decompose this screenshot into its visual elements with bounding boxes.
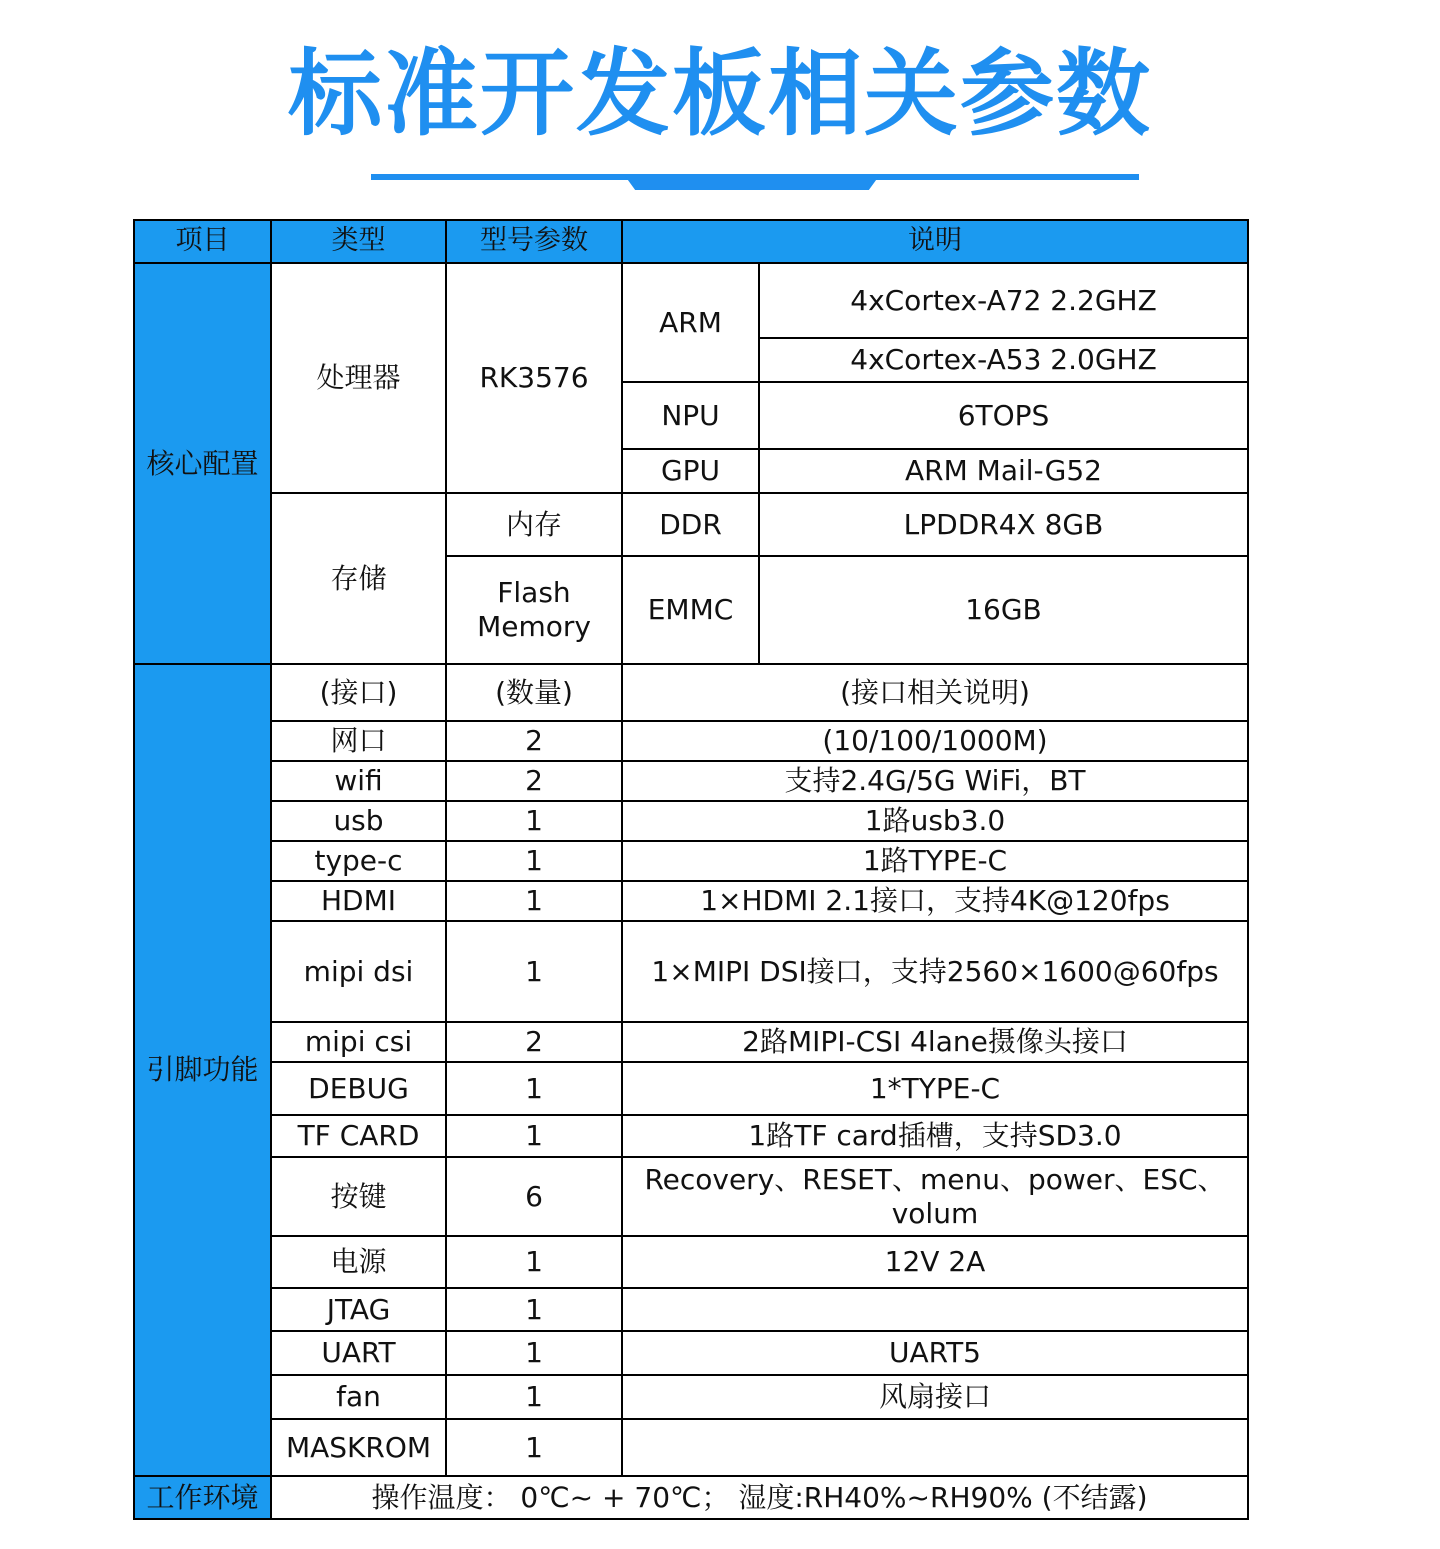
table-row: [134, 1157, 1248, 1236]
pin-name: usb: [271, 801, 446, 841]
core-config-label: 核心配置: [134, 263, 271, 664]
pin-functions-label: 引脚功能: [134, 664, 271, 1476]
pin-count: 2: [446, 721, 622, 761]
processor-model: RK3576: [446, 263, 622, 493]
table-row: [134, 881, 1248, 921]
table-header-row: [134, 220, 1248, 263]
memory-label: 内存: [446, 493, 622, 556]
storage-type: 存储: [271, 493, 446, 664]
pin-name: TF CARD: [271, 1115, 446, 1157]
pin-count: 1: [446, 881, 622, 921]
pin-desc: 1路TF card插槽，支持SD3.0: [622, 1115, 1248, 1157]
pin-name: type-c: [271, 841, 446, 881]
flash-kind: EMMC: [622, 556, 759, 664]
title-underline-tab: [625, 176, 879, 190]
table-row: [134, 1062, 1248, 1115]
pin-desc: 1×MIPI DSI接口，支持2560×1600@60fps: [622, 921, 1248, 1022]
table-row: [134, 841, 1248, 881]
pin-desc: (10/100/1000M): [622, 721, 1248, 761]
pin-name: JTAG: [271, 1288, 446, 1331]
memory-kind: DDR: [622, 493, 759, 556]
environment-label: 工作环境: [134, 1476, 271, 1519]
table-row: [134, 1331, 1248, 1375]
table-row: [134, 721, 1248, 761]
pin-count: 1: [446, 1331, 622, 1375]
pin-name: mipi csi: [271, 1022, 446, 1062]
gpu-spec: ARM Mail-G52: [759, 449, 1248, 493]
pin-name: fan: [271, 1375, 446, 1419]
table-row: [134, 1419, 1248, 1476]
table-row: [134, 761, 1248, 801]
environment-desc: 操作温度： 0℃~ + 70℃； 湿度:RH40%~RH90% (不结露): [271, 1476, 1248, 1519]
table-row: [134, 1476, 1248, 1519]
pin-name: mipi dsi: [271, 921, 446, 1022]
table-row: [134, 263, 1248, 338]
header-model: 型号参数: [446, 220, 622, 263]
arm-label: ARM: [622, 263, 759, 382]
pin-desc: 1×HDMI 2.1接口，支持4K@120fps: [622, 881, 1248, 921]
pin-desc: 1路TYPE-C: [622, 841, 1248, 881]
flash-label: [446, 556, 622, 664]
flash-spec: 16GB: [759, 556, 1248, 664]
header-item: 项目: [134, 220, 271, 263]
pin-desc: 风扇接口: [622, 1375, 1248, 1419]
flash-label-line1: Flash: [497, 576, 571, 610]
pin-desc: UART5: [622, 1331, 1248, 1375]
pin-count: 1: [446, 801, 622, 841]
table-row: [134, 493, 1248, 556]
pin-desc: Recovery、RESET、menu、power、ESC、volum: [622, 1157, 1248, 1236]
pin-name: HDMI: [271, 881, 446, 921]
flash-label-line2: Memory: [477, 610, 591, 643]
pins-header-desc: (接口相关说明): [622, 664, 1248, 721]
pin-count: 6: [446, 1157, 622, 1236]
processor-type: 处理器: [271, 263, 446, 493]
pin-count: 2: [446, 1022, 622, 1062]
pin-count: 2: [446, 761, 622, 801]
pin-desc: 12V 2A: [622, 1236, 1248, 1288]
pin-count: 1: [446, 921, 622, 1022]
pin-desc: 2路MIPI-CSI 4lane摄像头接口: [622, 1022, 1248, 1062]
pin-count: 1: [446, 1062, 622, 1115]
pin-name: 网口: [271, 721, 446, 761]
pin-count: 1: [446, 1115, 622, 1157]
page-title: 标准开发板相关参数: [287, 40, 1152, 149]
table-row: [134, 1115, 1248, 1157]
table-row: [134, 921, 1248, 1022]
table-row: [134, 1022, 1248, 1062]
spec-table: [133, 219, 1249, 1520]
pins-header-iface: (接口): [271, 664, 446, 721]
header-description: 说明: [622, 220, 1248, 263]
pin-desc: [622, 1419, 1248, 1476]
table-row: [134, 1288, 1248, 1331]
npu-label: NPU: [622, 382, 759, 449]
table-row: [134, 1375, 1248, 1419]
pin-name: 按键: [271, 1157, 446, 1236]
pin-desc: [622, 1288, 1248, 1331]
table-row: [134, 801, 1248, 841]
arm-spec-a53: 4xCortex-A53 2.0GHZ: [759, 338, 1248, 382]
pin-desc: 1*TYPE-C: [622, 1062, 1248, 1115]
pin-name: MASKROM: [271, 1419, 446, 1476]
table-row: [134, 1236, 1248, 1288]
gpu-label: GPU: [622, 449, 759, 493]
pin-name: DEBUG: [271, 1062, 446, 1115]
memory-spec: LPDDR4X 8GB: [759, 493, 1248, 556]
pins-header-count: (数量): [446, 664, 622, 721]
pin-count: 1: [446, 1419, 622, 1476]
pin-count: 1: [446, 1288, 622, 1331]
pin-desc: 支持2.4G/5G WiFi，BT: [622, 761, 1248, 801]
header-type: 类型: [271, 220, 446, 263]
pin-count: 1: [446, 1236, 622, 1288]
pin-name: UART: [271, 1331, 446, 1375]
pin-desc: 1路usb3.0: [622, 801, 1248, 841]
pin-name: 电源: [271, 1236, 446, 1288]
pin-name: wifi: [271, 761, 446, 801]
table-row: [134, 664, 1248, 721]
pin-count: 1: [446, 1375, 622, 1419]
pin-count: 1: [446, 841, 622, 881]
arm-spec-a72: 4xCortex-A72 2.2GHZ: [759, 263, 1248, 338]
npu-spec: 6TOPS: [759, 382, 1248, 449]
